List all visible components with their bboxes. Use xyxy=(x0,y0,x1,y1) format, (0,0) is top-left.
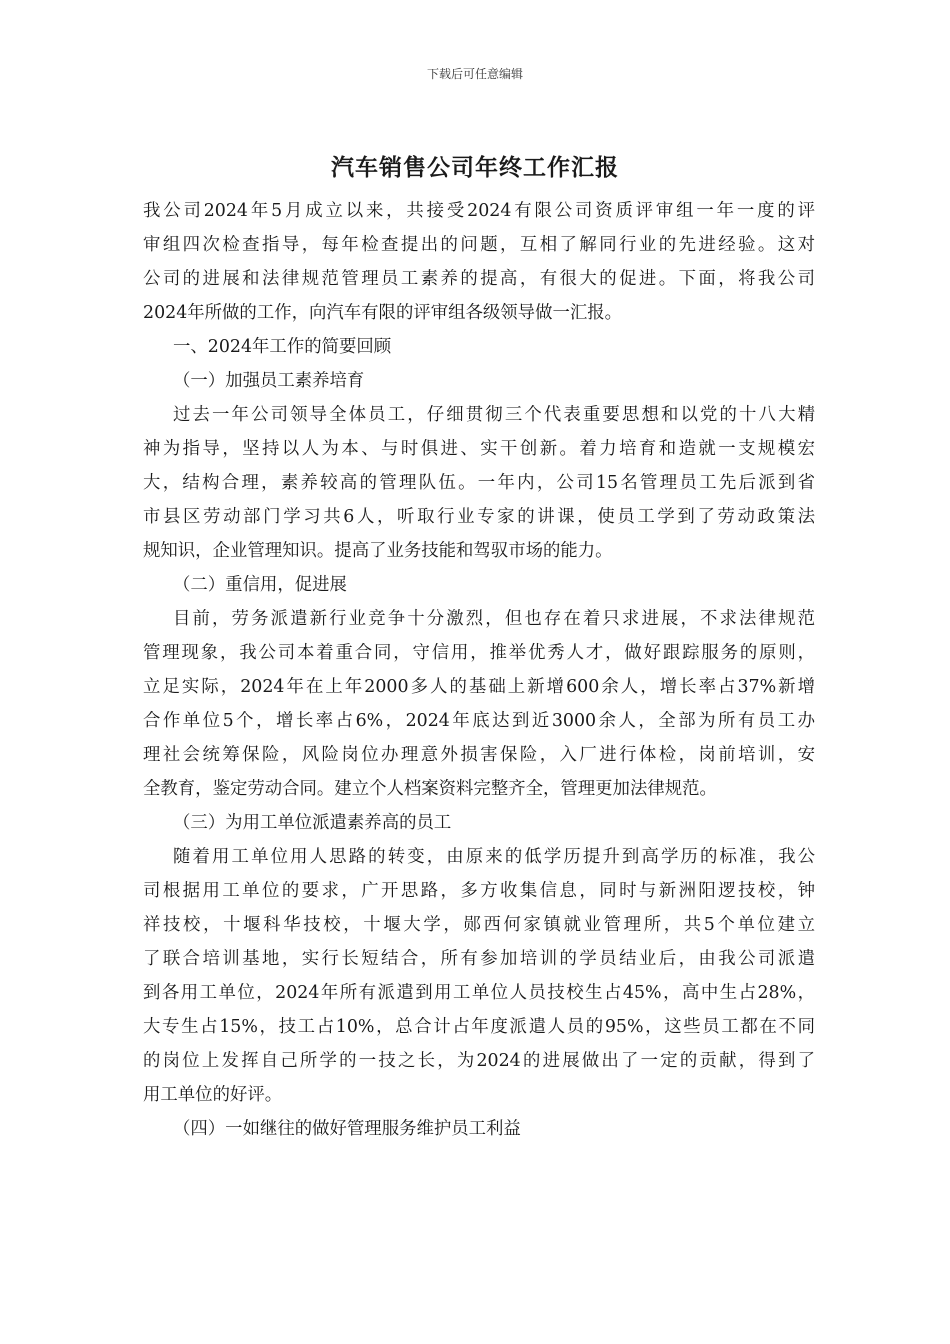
paragraph-line: 司根据用工单位的要求，广开思路，多方收集信息，同时与新洲阳逻技校，钟 xyxy=(143,881,815,901)
section-heading: （四）一如继往的做好管理服务维护员工利益 xyxy=(173,1119,521,1139)
paragraph-line: 神为指导，坚持以人为本、与时俱进、实干创新。着力培育和造就一支规模宏 xyxy=(143,439,815,459)
paragraph-line: 立足实际，2024年在上年2000多人的基础上新增600余人，增长率占37%新增 xyxy=(143,677,815,697)
paragraph-line: 市县区劳动部门学习共6人，听取行业专家的讲课，使员工学到了劳动政策法 xyxy=(143,507,815,527)
paragraph-line: 随着用工单位用人思路的转变，由原来的低学历提升到高学历的标准，我公 xyxy=(173,847,815,867)
paragraph-line: 到各用工单位，2024年所有派遣到用工单位人员技校生占45%，高中生占28%， xyxy=(143,983,815,1003)
paragraph-line: 祥技校，十堰科华技校，十堰大学，郧西何家镇就业管理所，共5个单位建立 xyxy=(143,915,815,935)
paragraph-line: 2024年所做的工作，向汽车有限的评审组各级领导做一汇报。 xyxy=(143,303,623,323)
paragraph-line: 审组四次检查指导，每年检查提出的问题，互相了解同行业的先进经验。这对 xyxy=(143,235,815,255)
paragraph-line: 全教育，鉴定劳动合同。建立个人档案资料完整齐全，管理更加法律规范。 xyxy=(143,779,717,799)
paragraph-line: 目前，劳务派遣新行业竞争十分激烈，但也存在着只求进展，不求法律规范 xyxy=(173,609,815,629)
paragraph-line: 理社会统筹保险，风险岗位办理意外损害保险，入厂进行体检，岗前培训，安 xyxy=(143,745,815,765)
paragraph-line: 我公司2024年5月成立以来，共接受2024有限公司资质评审组一年一度的评 xyxy=(143,201,815,221)
section-heading: （二）重信用，促进展 xyxy=(173,575,347,595)
page-header-note: 下载后可任意编辑 xyxy=(426,67,523,81)
document-body xyxy=(143,194,815,1146)
document-title: 汽车销售公司年终工作汇报 xyxy=(331,154,619,181)
paragraph-line: 管理现象，我公司本着重合同，守信用，推举优秀人才，做好跟踪服务的原则， xyxy=(143,643,815,663)
paragraph-line: 规知识，企业管理知识。提高了业务技能和驾驭市场的能力。 xyxy=(143,541,613,561)
paragraph-line: 大专生占15%，技工占10%，总合计占年度派遣人员的95%，这些员工都在不同 xyxy=(143,1017,815,1037)
paragraph-line: 用工单位的好评。 xyxy=(143,1085,283,1105)
paragraph-line: 了联合培训基地，实行长短结合，所有参加培训的学员结业后，由我公司派遣 xyxy=(143,949,815,969)
paragraph-line: 大，结构合理，素养较高的管理队伍。一年内，公司15名管理员工先后派到省 xyxy=(143,473,815,493)
section-heading: （一）加强员工素养培育 xyxy=(173,371,365,391)
section-heading: 一、2024年工作的简要回顾 xyxy=(173,337,392,357)
paragraph-line: 合作单位5个，增长率占6%，2024年底达到近3000余人，全部为所有员工办 xyxy=(143,711,815,731)
paragraph-line: 公司的进展和法律规范管理员工素养的提高，有很大的促进。下面，将我公司 xyxy=(143,269,815,289)
paragraph-line: 的岗位上发挥自己所学的一技之长，为2024的进展做出了一定的贡献，得到了 xyxy=(143,1051,815,1071)
section-heading: （三）为用工单位派遣素养高的员工 xyxy=(173,813,452,833)
paragraph-line: 过去一年公司领导全体员工，仔细贯彻三个代表重要思想和以党的十八大精 xyxy=(173,405,815,425)
